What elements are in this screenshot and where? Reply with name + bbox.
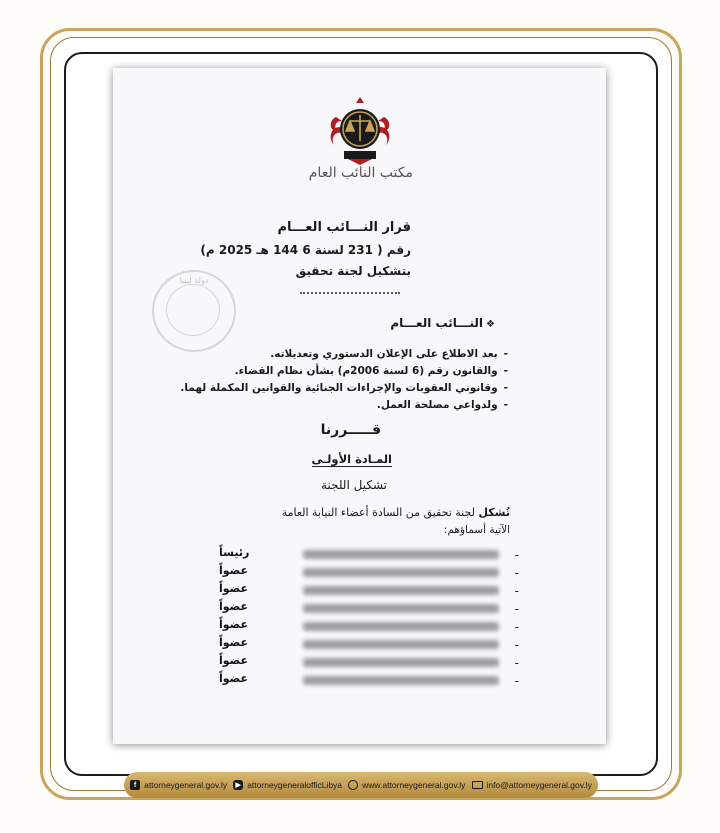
redacted-name (303, 550, 499, 559)
diamond-bullet-icon: ❖ (486, 319, 495, 330)
contact-footer-bar (124, 772, 598, 798)
youtube-link[interactable]: ▶ attorneygeneralofficLibya (233, 780, 342, 790)
facebook-icon: f (130, 780, 140, 790)
member-row: - عضواً (219, 654, 519, 670)
member-row: - عضواً (219, 564, 519, 580)
globe-icon (348, 780, 358, 790)
member-row: - رئيساً (219, 546, 519, 562)
stamp-text: دولة ليبيا (179, 276, 209, 285)
website-link[interactable]: www.attorneygeneral.gov.ly (348, 780, 465, 790)
member-role: عضواً (219, 600, 249, 613)
redacted-name (303, 586, 499, 595)
preamble-line: -بعد الاطلاع على الإعلان الدستوري وتعديلاته. (270, 348, 508, 360)
decision-subject: بتشكيل لجنة تحقيق (295, 264, 411, 278)
preamble-line: -ولدواعي مصلحة العمل. (376, 399, 508, 411)
committee-formation-title: تشكيل اللجنة (321, 478, 387, 492)
member-role: عضواً (219, 654, 249, 667)
decision-title: قرار النـــائب العـــام (277, 220, 411, 235)
formation-text-names: الآتية أسماؤهم: (443, 524, 510, 536)
attorney-general-emblem-icon (326, 97, 394, 167)
youtube-icon: ▶ (233, 780, 243, 790)
member-role: عضواً (219, 672, 249, 685)
member-role: عضواً (219, 636, 249, 649)
decided-heading: قـــــررنا (320, 422, 381, 438)
article-one-heading: المـادة الأولـى (311, 452, 392, 466)
member-row: - عضواً (219, 672, 519, 688)
redacted-name (303, 640, 499, 649)
member-role: رئيساً (219, 546, 250, 559)
office-title: مكتب النائب العام (308, 165, 413, 181)
member-row: - عضواً (219, 582, 519, 598)
member-row: - عضواً (219, 636, 519, 652)
attorney-general-heading: ❖النـــائب العـــام (390, 316, 495, 330)
decision-number: رقم ( 231 لسنة 6 144 هـ 2025 م) (200, 243, 411, 257)
redacted-name (303, 568, 499, 577)
member-role: عضواً (219, 564, 249, 577)
redacted-name (303, 676, 499, 685)
preamble-line: -وقانوني العقوبات والإجراءات الجنائية والقوانين المكملة لهما. (180, 382, 508, 394)
member-row: - عضواً (219, 600, 519, 616)
title-divider (300, 292, 400, 294)
email-link[interactable]: info@attorneygeneral.gov.ly (472, 780, 592, 790)
redacted-name (303, 604, 499, 613)
redacted-name (303, 658, 499, 667)
redacted-name (303, 622, 499, 631)
formation-text: تُشكل لجنة تحقيق من السادة أعضاء النيابة العامة (281, 506, 510, 519)
preamble-line: -والقانون رقم (6 لسنة 2006م) بشأن نظام القضاء. (234, 365, 508, 377)
facebook-link[interactable]: f attorneygeneral.gov.ly (130, 780, 227, 790)
official-stamp (152, 270, 236, 352)
mail-icon (472, 781, 483, 789)
member-role: عضواً (219, 582, 249, 595)
member-role: عضواً (219, 618, 249, 631)
member-row: - عضواً (219, 618, 519, 634)
